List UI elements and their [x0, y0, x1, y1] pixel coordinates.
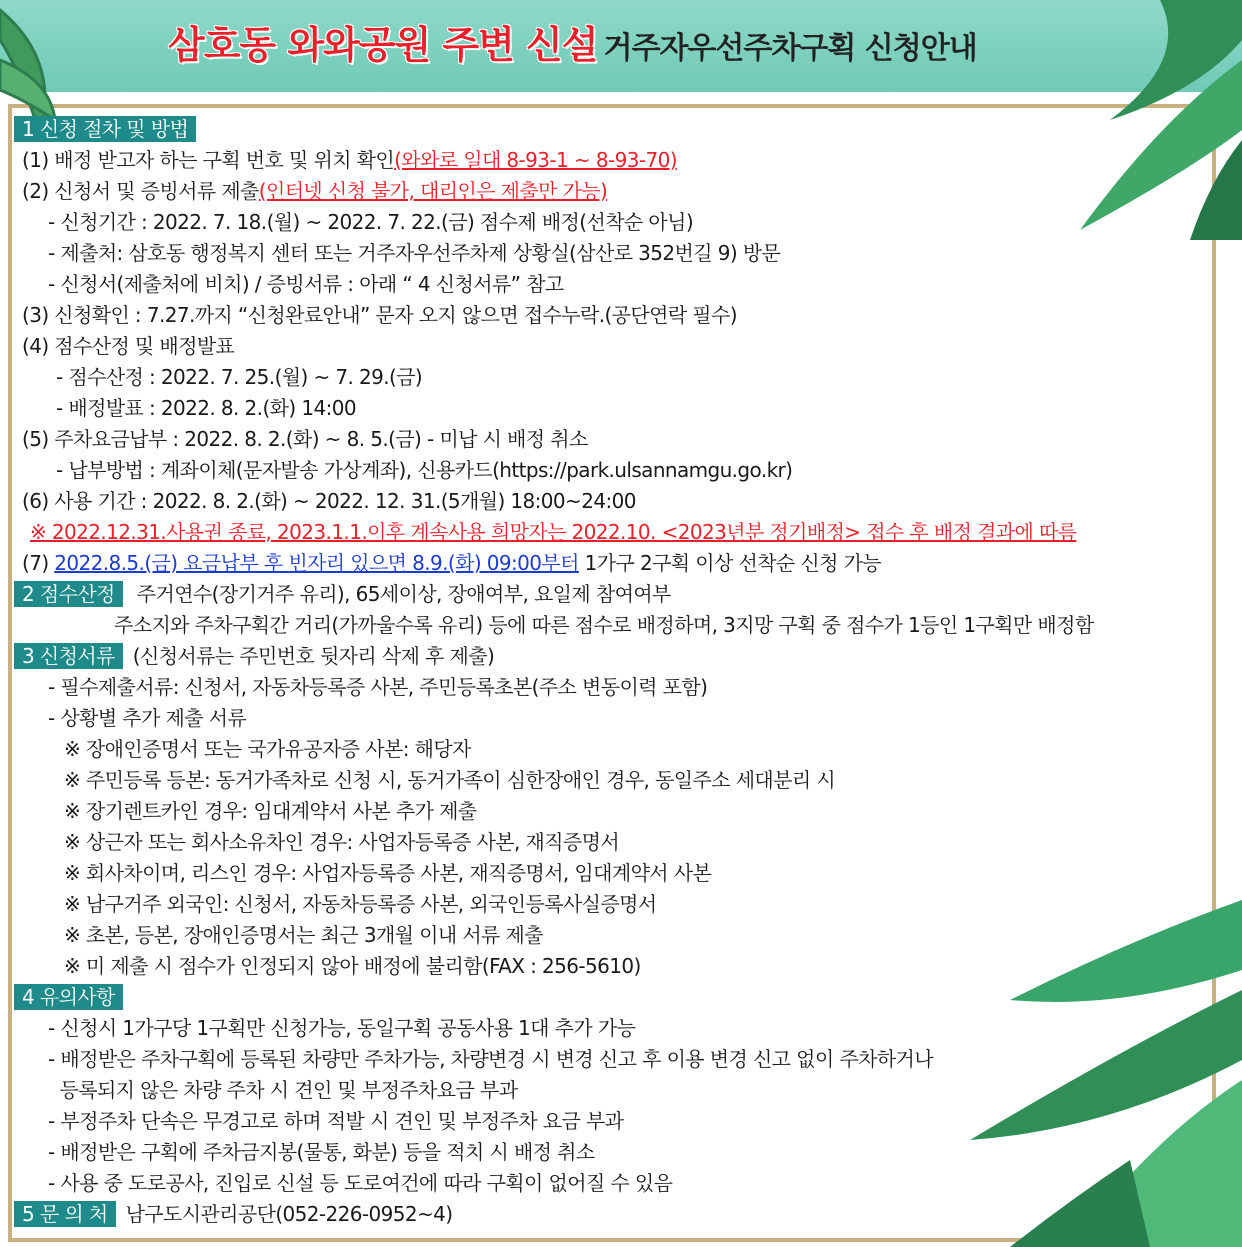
section-3-heading: 3 신청서류 — [14, 643, 123, 669]
title-black: 거주자우선주차구획 신청안내 — [603, 31, 977, 66]
s2-line-2: 주소지와 주차구획간 거리(가까울수록 유리) 등에 따른 점수로 배정하며, 3지망 구획 중 점수가 1등인 1구획만 배정함 — [114, 613, 1094, 637]
location-range: (와와로 일대 8-93-1 ~ 8-93-70) — [394, 148, 677, 172]
section-1-heading: 1 신청 절차 및 방법 — [14, 116, 196, 142]
s1-line-2: (2) 신청서 및 증빙서류 제출(인터넷 신청 불가, 대리인은 제출만 가능) — [22, 179, 608, 203]
s1-line-14: (7) 2022.8.5.(금) 요금납부 후 빈자리 있으면 8.9.(화) 09:00부터 1가구 2구획 이상 선착순 신청 가능 — [22, 551, 882, 575]
s3-item: - 상황별 추가 제출 서류 — [48, 706, 247, 730]
page-title — [168, 14, 977, 74]
s1-line-4: - 제출처: 삼호동 행정복지 센터 또는 거주자우선주차제 상황실(삼산로 352번길 9) 방문 — [48, 241, 781, 265]
s1-line-13: ※ 2022.12.31.사용권 종료, 2023.1.1.이후 계속사용 희망자는 2022.10. <2023년분 정기배정> 접수 후 배정 결과에 따름 — [30, 520, 1077, 544]
s3-subitem: ※ 회사차이며, 리스인 경우: 사업자등록증 사본, 재직증명서, 임대계약서 사본 — [64, 861, 712, 885]
notice-body — [14, 114, 1214, 1230]
s1-line-8: - 점수산정 : 2022. 7. 25.(월) ~ 7. 29.(금) — [56, 365, 423, 389]
s1-line-6: (3) 신청확인 : 7.27.까지 “신청완료안내” 문자 오지 않으면 접수누락.(공단연락 필수) — [22, 303, 737, 327]
s4-item: - 사용 중 도로공사, 진입로 신설 등 도로여건에 따라 구획이 없어질 수 있음 — [48, 1171, 673, 1195]
s1-line-3: - 신청기간 : 2022. 7. 18.(월) ~ 2022. 7. 22.(금) 점수제 배정(선착순 아님) — [48, 210, 694, 234]
s3-subitem: ※ 장애인증명서 또는 국가유공자증 사본: 해당자 — [64, 737, 471, 761]
s4-item: - 배정받은 주차구획에 등록된 차량만 주차가능, 차량변경 시 변경 신고 후 이용 변경 신고 없이 주차하거나 — [48, 1047, 933, 1071]
s3-subitem: ※ 미 제출 시 점수가 인정되지 않아 배정에 불리함(FAX : 256-5610) — [64, 954, 641, 978]
s4-item: - 신청시 1가구당 1구획만 신청가능, 동일구획 공동사용 1대 추가 가능 — [48, 1016, 636, 1040]
s3-subitem: ※ 주민등록 등본: 동거가족차로 신청 시, 동거가족이 심한장애인 경우, 동일주소 세대분리 시 — [64, 768, 836, 792]
s1-line-1: (1) 배정 받고자 하는 구획 번호 및 위치 확인(와와로 일대 8-93-1 ~ 8-93-70) — [22, 148, 677, 172]
s3-subitem: ※ 장기렌트카인 경우: 임대계약서 사본 추가 제출 — [64, 799, 477, 823]
submission-note: (인터넷 신청 불가, 대리인은 제출만 가능) — [258, 179, 608, 203]
s3-item: - 필수제출서류: 신청서, 자동차등록증 사본, 주민등록초본(주소 변동이력 포함) — [48, 675, 708, 699]
s1-line-7: (4) 점수산정 및 배정발표 — [22, 334, 235, 358]
s3-subitem: ※ 남구거주 외국인: 신청서, 자동차등록증 사본, 외국인등록사실증명서 — [64, 892, 657, 916]
s1-line-10: (5) 주차요금납부 : 2022. 8. 2.(화) ~ 8. 5.(금) - 미납 시 배정 취소 — [22, 427, 588, 451]
section-2-heading: 2 점수산정 — [14, 581, 123, 607]
s4-item: - 배정받은 구획에 주차금지봉(물통, 화분) 등을 적치 시 배정 취소 — [48, 1140, 595, 1164]
s3-subitem: ※ 초본, 등본, 장애인증명서는 최근 3개월 이내 서류 제출 — [64, 923, 543, 947]
s1-line-9: - 배정발표 : 2022. 8. 2.(화) 14:00 — [56, 396, 356, 420]
s2-line-1: 주거연수(장기거주 유리), 65세이상, 장애여부, 요일제 참여여부 — [136, 582, 671, 606]
s1-line-11: - 납부방법 : 계좌이체(문자발송 가상계좌), 신용카드(https://park.ulsannamgu.go.kr) — [56, 458, 793, 482]
s3-note: (신청서류는 주민번호 뒷자리 삭제 후 제출) — [132, 644, 495, 668]
s3-subitem: ※ 상근자 또는 회사소유차인 경우: 사업자등록증 사본, 재직증명서 — [64, 830, 620, 854]
section-5-heading: 5 문 의 처 — [14, 1201, 116, 1227]
title-red: 삼호동 와와공원 주변 신설 — [168, 23, 598, 67]
s1-line-5: - 신청서(제출처에 비치) / 증빙서류 : 아래 “ 4 신청서류” 참고 — [48, 272, 564, 296]
vacancy-link[interactable]: 2022.8.5.(금) 요금납부 후 빈자리 있으면 8.9.(화) 09:00부터 — [54, 551, 579, 575]
s1-line-12: (6) 사용 기간 : 2022. 8. 2.(화) ~ 2022. 12. 31.(5개월) 18:00~24:00 — [22, 489, 636, 513]
section-4-heading: 4 유의사항 — [14, 984, 123, 1010]
contact-info: 남구도시관리공단(052-226-0952~4) — [125, 1202, 453, 1226]
s4-item: - 부정주차 단속은 무경고로 하며 적발 시 견인 및 부정주차 요금 부과 — [48, 1109, 624, 1133]
s4-item: 등록되지 않은 차량 주차 시 견인 및 부정주차요금 부과 — [48, 1078, 518, 1102]
